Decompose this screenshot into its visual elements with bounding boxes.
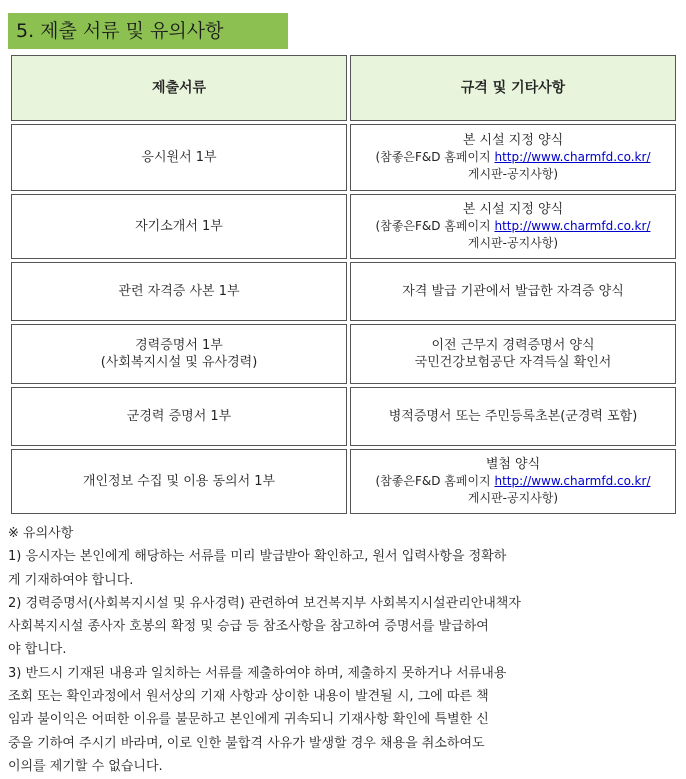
homepage-link[interactable]: http://www.charmfd.co.kr/ <box>494 150 651 164</box>
spec-detail <box>355 473 671 490</box>
note-line: 임과 불이익은 어떠한 이유를 불문하고 본인에게 귀속되니 기재사항 확인에 특별한 신 <box>8 712 489 728</box>
spec-prefix: (참좋은F&D 홈페이지 <box>375 474 495 488</box>
note-line: 이의를 제기할 수 없습니다. <box>8 758 163 774</box>
doc-cell: 개인정보 수집 및 이용 동의서 1부 <box>11 449 347 514</box>
table-row <box>11 262 676 321</box>
spec-suffix: 게시판-공지사항) <box>467 236 559 250</box>
documents-table <box>8 52 679 517</box>
spec-detail <box>355 149 671 166</box>
spec-cell: 자격 발급 기관에서 발급한 자격증 양식 <box>350 262 676 321</box>
note-line: 2) 경력증명서(사회복지시설 및 유사경력) 관련하여 보건복지부 사회복지시설관리안내책자 <box>8 595 521 611</box>
note-line: 1) 응시자는 본인에게 해당하는 서류를 미리 발급받아 확인하고, 원서 입력사항을 정확하 <box>8 549 507 565</box>
doc-cell: 응시원서 1부 <box>11 124 347 191</box>
homepage-link[interactable]: http://www.charmfd.co.kr/ <box>494 219 651 233</box>
spec-prefix: (참좋은F&D 홈페이지 <box>375 219 495 233</box>
note-line: 중을 기하여 주시기 바라며, 이로 인한 불합격 사유가 발생할 경우 채용을 취소하여도 <box>8 735 485 751</box>
spec-cell <box>350 449 676 514</box>
spec-cell: 병적증명서 또는 주민등록초본(군경력 포함) <box>350 387 676 446</box>
note-line: 게 기재하여야 합니다. <box>8 572 134 588</box>
note-line: 조회 또는 확인과정에서 원서상의 기재 사항과 상이한 내용이 발견될 시, 그에 따른 책 <box>8 689 489 705</box>
doc-cell: 관련 자격증 사본 1부 <box>11 262 347 321</box>
table-header-row <box>11 55 676 121</box>
spec-cell <box>350 324 676 384</box>
spec-main: 본 시설 지정 양식 <box>462 202 564 217</box>
spec-line: 이전 근무지 경력증명서 양식 <box>431 338 595 353</box>
notes-section <box>8 522 678 778</box>
doc-line: (사회복지시설 및 유사경력) <box>100 355 258 370</box>
table-row <box>11 124 676 191</box>
note-line: 3) 반드시 기재된 내용과 일치하는 서류를 제출하여야 하며, 제출하지 못하거나 서류내용 <box>8 665 507 681</box>
table-row <box>11 194 676 259</box>
spec-suffix: 게시판-공지사항) <box>467 491 559 505</box>
header-documents: 제출서류 <box>11 55 347 121</box>
spec-cell <box>350 124 676 191</box>
note-line: 야 합니다. <box>8 642 67 658</box>
spec-prefix: (참좋은F&D 홈페이지 <box>375 150 495 164</box>
spec-line: 국민건강보험공단 자격득실 확인서 <box>414 355 612 370</box>
notes-heading: ※ 유의사항 <box>8 526 74 541</box>
table-row <box>11 449 676 514</box>
note-line: 사회복지시설 종사자 호봉의 확정 및 승급 등 참조사항을 참고하여 증명서를 발급하여 <box>8 619 489 635</box>
spec-main: 별첨 양식 <box>485 457 541 472</box>
spec-detail <box>355 218 671 235</box>
table-row <box>11 324 676 384</box>
doc-cell <box>11 324 347 384</box>
spec-suffix: 게시판-공지사항) <box>467 167 559 181</box>
table-row <box>11 387 676 446</box>
spec-main: 본 시설 지정 양식 <box>462 133 564 148</box>
section-title: 5. 제출 서류 및 유의사항 <box>8 13 288 49</box>
header-specs: 규격 및 기타사항 <box>350 55 676 121</box>
spec-cell <box>350 194 676 259</box>
doc-cell: 군경력 증명서 1부 <box>11 387 347 446</box>
doc-line: 경력증명서 1부 <box>135 338 223 353</box>
homepage-link[interactable]: http://www.charmfd.co.kr/ <box>494 474 651 488</box>
doc-cell: 자기소개서 1부 <box>11 194 347 259</box>
